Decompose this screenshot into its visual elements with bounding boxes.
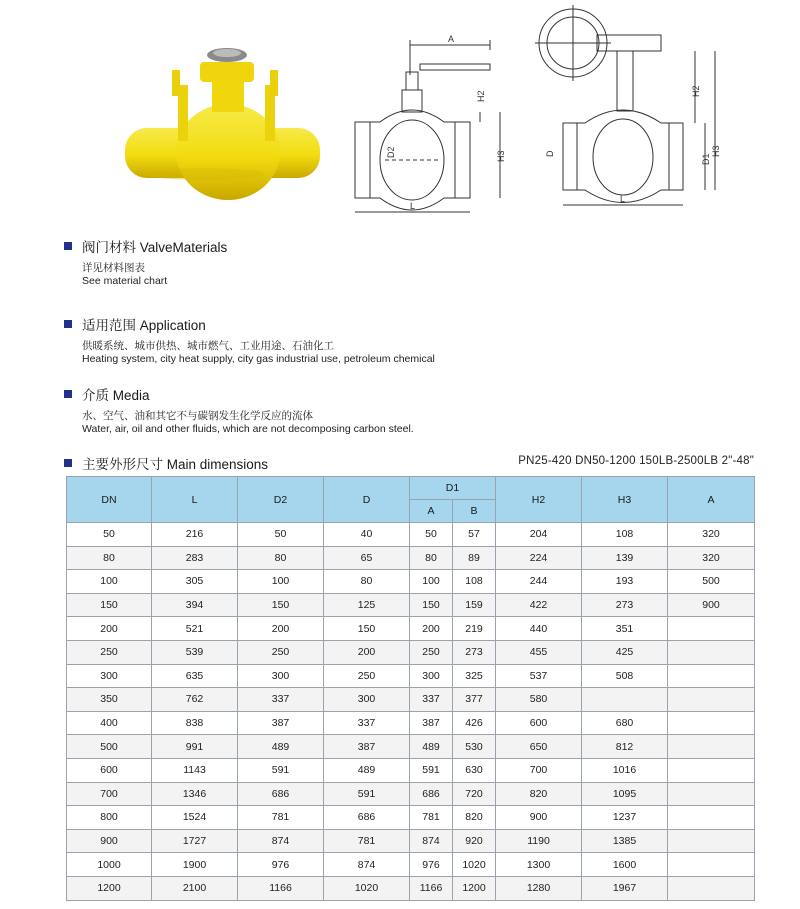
table-cell: 224 (496, 546, 582, 570)
table-cell: 337 (238, 688, 324, 712)
valve-photo (120, 40, 325, 205)
section-title: 适用范围 Application (82, 318, 206, 333)
table-row (67, 640, 755, 664)
square-bullet-icon (64, 242, 72, 250)
table-cell: 193 (582, 570, 668, 594)
table-cell: 150 (410, 593, 453, 617)
table-cell: 273 (582, 593, 668, 617)
table-cell: 1385 (582, 829, 668, 853)
section-materials (64, 236, 227, 288)
table-cell: 300 (238, 664, 324, 688)
header-d1-b: B (453, 500, 496, 523)
table-cell: 80 (324, 570, 410, 594)
table-cell: 1200 (67, 876, 152, 900)
table-cell: 1967 (582, 876, 668, 900)
table-cell: 521 (152, 617, 238, 641)
header-h2: H2 (496, 477, 582, 523)
media-text-en: Water, air, oil and other fluids, which are not decomposing carbon steel. (82, 423, 414, 435)
table-cell (668, 876, 755, 900)
table-row (67, 711, 755, 735)
table-cell: 89 (453, 546, 496, 570)
table-cell: 591 (410, 758, 453, 782)
table-cell: 337 (410, 688, 453, 712)
table-cell: 489 (324, 758, 410, 782)
table-cell: 50 (67, 523, 152, 547)
dim-label-l-gear: L (620, 194, 626, 204)
table-cell: 900 (67, 829, 152, 853)
table-cell: 159 (453, 593, 496, 617)
table-cell (668, 829, 755, 853)
table-cell: 781 (238, 806, 324, 830)
dim-label-d1: D1 (701, 153, 711, 165)
table-cell: 351 (582, 617, 668, 641)
table-cell: 900 (496, 806, 582, 830)
table-cell: 300 (324, 688, 410, 712)
table-cell: 1143 (152, 758, 238, 782)
table-cell: 1190 (496, 829, 582, 853)
table-cell: 387 (410, 711, 453, 735)
section-title: 介质 Media (82, 388, 150, 403)
table-cell: 40 (324, 523, 410, 547)
table-cell: 1166 (410, 876, 453, 900)
table-cell: 320 (668, 546, 755, 570)
dim-label-a: A (448, 34, 455, 44)
table-cell: 976 (238, 853, 324, 877)
table-cell: 337 (324, 711, 410, 735)
table-cell: 1524 (152, 806, 238, 830)
dim-label-h2: H2 (476, 90, 486, 102)
table-cell: 219 (453, 617, 496, 641)
table-cell: 65 (324, 546, 410, 570)
table-cell: 700 (67, 782, 152, 806)
table-cell: 387 (238, 711, 324, 735)
table-cell: 489 (238, 735, 324, 759)
table-cell: 508 (582, 664, 668, 688)
table-cell: 991 (152, 735, 238, 759)
table-cell: 250 (67, 640, 152, 664)
table-cell: 305 (152, 570, 238, 594)
materials-text-en: See material chart (82, 275, 168, 287)
table-cell: 700 (496, 758, 582, 782)
table-row (67, 523, 755, 547)
table-cell: 100 (410, 570, 453, 594)
table-cell: 204 (496, 523, 582, 547)
table-cell: 781 (410, 806, 453, 830)
table-cell (668, 782, 755, 806)
table-cell: 2100 (152, 876, 238, 900)
table-cell: 216 (152, 523, 238, 547)
table-cell: 800 (67, 806, 152, 830)
table-cell: 200 (67, 617, 152, 641)
table-cell: 57 (453, 523, 496, 547)
media-text-cn: 水、空气、油和其它不与碳钢发生化学反应的流体 (82, 410, 313, 422)
table-cell: 250 (410, 640, 453, 664)
table-cell: 1166 (238, 876, 324, 900)
table-cell: 1095 (582, 782, 668, 806)
dim-label-l: L (410, 201, 416, 211)
table-row (67, 570, 755, 594)
table-cell (668, 806, 755, 830)
application-text-en: Heating system, city heat supply, city gas industrial use, petroleum chemical (82, 353, 435, 365)
pressure-size-spec: PN25-420 DN50-1200 150LB-2500LB 2"-48" (518, 455, 754, 467)
table-row (67, 806, 755, 830)
table-cell: 283 (152, 546, 238, 570)
table-cell: 1016 (582, 758, 668, 782)
table-row (67, 758, 755, 782)
table-cell: 100 (67, 570, 152, 594)
table-cell: 920 (453, 829, 496, 853)
table-cell: 650 (496, 735, 582, 759)
square-bullet-icon (64, 320, 72, 328)
table-cell (668, 711, 755, 735)
table-cell (668, 688, 755, 712)
table-cell: 394 (152, 593, 238, 617)
table-cell (582, 688, 668, 712)
table-cell: 426 (453, 711, 496, 735)
table-cell: 600 (67, 758, 152, 782)
table-cell: 874 (238, 829, 324, 853)
table-cell: 377 (453, 688, 496, 712)
table-cell: 489 (410, 735, 453, 759)
table-cell: 250 (324, 664, 410, 688)
table-cell: 150 (238, 593, 324, 617)
dimensions-table (66, 476, 755, 901)
square-bullet-icon (64, 390, 72, 398)
table-cell (668, 617, 755, 641)
table-cell: 812 (582, 735, 668, 759)
table-cell: 762 (152, 688, 238, 712)
table-cell: 50 (238, 523, 324, 547)
table-cell: 200 (238, 617, 324, 641)
table-cell: 1200 (453, 876, 496, 900)
table-cell: 1727 (152, 829, 238, 853)
application-text-cn: 供暖系统、城市供热、城市燃气、工业用途、石油化工 (82, 340, 334, 352)
table-cell: 80 (67, 546, 152, 570)
square-bullet-icon (64, 459, 72, 467)
dim-label-h3: H3 (496, 150, 506, 162)
table-cell: 1300 (496, 853, 582, 877)
gear-valve-drawing (525, 5, 740, 220)
table-cell: 680 (582, 711, 668, 735)
table-cell: 150 (324, 617, 410, 641)
table-cell (668, 640, 755, 664)
header-d1-a: A (410, 500, 453, 523)
table-cell: 1280 (496, 876, 582, 900)
table-row (67, 735, 755, 759)
table-cell: 320 (668, 523, 755, 547)
table-cell: 80 (410, 546, 453, 570)
dim-label-h2-gear: H2 (691, 85, 701, 97)
table-cell: 874 (410, 829, 453, 853)
table-cell: 500 (668, 570, 755, 594)
table-cell: 838 (152, 711, 238, 735)
table-cell: 325 (453, 664, 496, 688)
materials-text-cn: 详见材料图表 (82, 262, 145, 274)
table-cell: 1020 (453, 853, 496, 877)
table-cell: 1000 (67, 853, 152, 877)
section-media (64, 384, 414, 436)
table-cell: 1346 (152, 782, 238, 806)
table-row (67, 593, 755, 617)
table-row (67, 688, 755, 712)
table-cell (668, 664, 755, 688)
table-cell: 591 (324, 782, 410, 806)
table-row (67, 664, 755, 688)
table-row (67, 546, 755, 570)
table-cell: 80 (238, 546, 324, 570)
table-row (67, 853, 755, 877)
table-cell: 635 (152, 664, 238, 688)
table-cell: 108 (453, 570, 496, 594)
table-cell: 100 (238, 570, 324, 594)
table-cell: 425 (582, 640, 668, 664)
table-row (67, 782, 755, 806)
table-cell: 630 (453, 758, 496, 782)
table-cell: 600 (496, 711, 582, 735)
header-d: D (324, 477, 410, 523)
table-cell: 244 (496, 570, 582, 594)
table-cell: 273 (453, 640, 496, 664)
lever-valve-drawing (340, 30, 510, 220)
table-cell: 108 (582, 523, 668, 547)
dim-label-d2: D2 (386, 146, 396, 158)
table-cell: 1020 (324, 876, 410, 900)
table-cell: 300 (410, 664, 453, 688)
table-cell: 300 (67, 664, 152, 688)
table-cell: 686 (324, 806, 410, 830)
table-cell: 387 (324, 735, 410, 759)
table-cell (668, 758, 755, 782)
table-cell: 1600 (582, 853, 668, 877)
table-cell: 200 (410, 617, 453, 641)
table-cell (668, 853, 755, 877)
table-cell: 537 (496, 664, 582, 688)
table-cell: 422 (496, 593, 582, 617)
section-main-dimensions (64, 453, 754, 473)
section-title: 阀门材料 ValveMaterials (82, 240, 228, 255)
table-cell: 591 (238, 758, 324, 782)
dim-label-d: D (545, 150, 555, 157)
table-cell: 500 (67, 735, 152, 759)
header-d2: D2 (238, 477, 324, 523)
table-row (67, 829, 755, 853)
section-title: 主要外形尺寸 Main dimensions (82, 457, 269, 472)
table-cell: 50 (410, 523, 453, 547)
table-cell: 686 (410, 782, 453, 806)
table-cell: 200 (324, 640, 410, 664)
header-a: A (668, 477, 755, 523)
table-cell: 139 (582, 546, 668, 570)
table-cell: 125 (324, 593, 410, 617)
table-cell: 720 (453, 782, 496, 806)
table-cell: 900 (668, 593, 755, 617)
table-cell: 874 (324, 853, 410, 877)
header-dn: DN (67, 477, 152, 523)
table-cell: 1900 (152, 853, 238, 877)
header-d1: D1 (410, 477, 496, 500)
table-cell: 1237 (582, 806, 668, 830)
table-cell (668, 735, 755, 759)
header-l: L (152, 477, 238, 523)
table-cell: 820 (453, 806, 496, 830)
table-cell: 530 (453, 735, 496, 759)
table-cell: 455 (496, 640, 582, 664)
table-cell: 539 (152, 640, 238, 664)
table-cell: 580 (496, 688, 582, 712)
table-row (67, 617, 755, 641)
table-cell: 400 (67, 711, 152, 735)
table-cell: 250 (238, 640, 324, 664)
table-row (67, 876, 755, 900)
table-cell: 350 (67, 688, 152, 712)
table-cell: 686 (238, 782, 324, 806)
table-cell: 440 (496, 617, 582, 641)
table-cell: 820 (496, 782, 582, 806)
header-h3: H3 (582, 477, 668, 523)
dim-label-h3-gear: H3 (711, 145, 721, 157)
table-cell: 976 (410, 853, 453, 877)
table-cell: 781 (324, 829, 410, 853)
table-cell: 150 (67, 593, 152, 617)
section-application (64, 314, 435, 366)
